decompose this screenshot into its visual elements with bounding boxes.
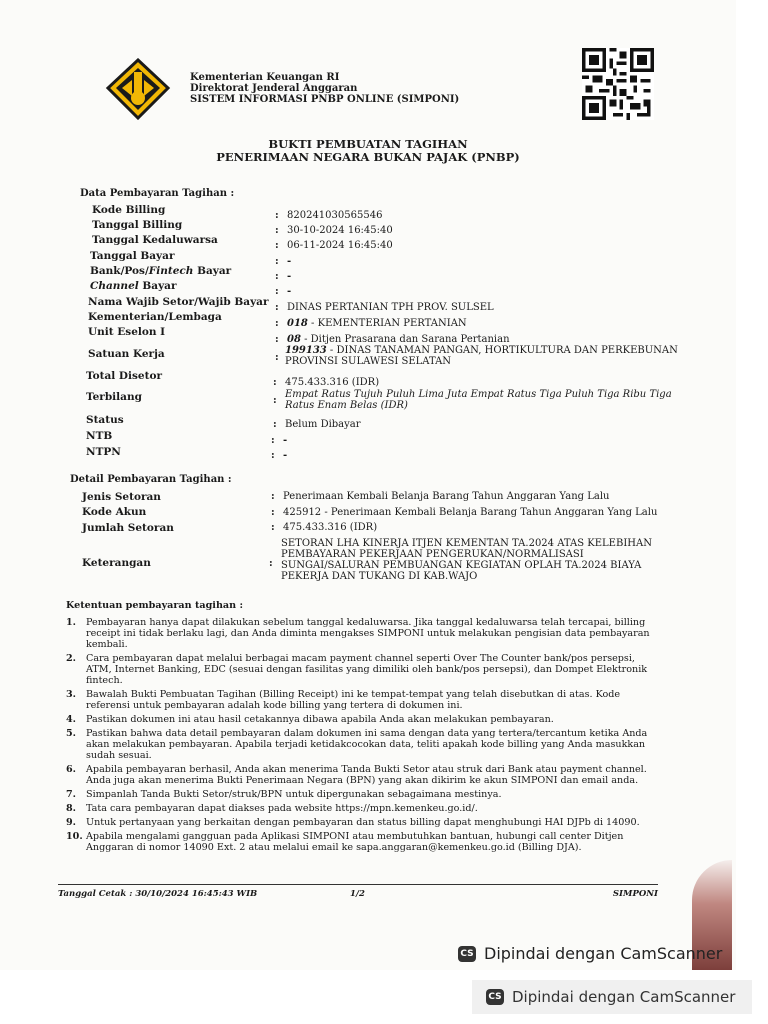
payment-terms xyxy=(66,600,656,856)
list-item: 1. Pembayaran hanya dapat dilakukan sebelum tanggal kedaluwarsa. Jika tanggal kedaluwarsa telah tercapai, billing receipt ini tidak berlaku lagi, dan Anda diminta mengakses SIMPONI untuk melakukan pengisian data pembayaran kembali. xyxy=(66,617,650,650)
qr-code-icon xyxy=(580,48,656,120)
kode-akun-label: Kode Akun xyxy=(82,506,147,518)
list-item: 3. Bawalah Bukti Pembuatan Tagihan (Billing Receipt) ini ke tempat-tempat yang telah disebutkan di atas. Kode referensi untuk pembayaran adalah kode billing yang tertera di dokumen ini. xyxy=(66,689,621,711)
terbilang-value: Empat Ratus Tujuh Puluh Lima Juta Empat Ratus Tiga Puluh Tiga Ribu Tiga Ratus Enam Belas (IDR) xyxy=(285,389,672,411)
tanggal-bayar-label: Tanggal Bayar xyxy=(90,250,175,262)
nama-wajib-value: DINAS PERTANIAN TPH PROV. SULSEL xyxy=(287,302,494,313)
tanggal-kedaluwarsa-label: Tanggal Kedaluwarsa xyxy=(92,234,218,246)
list-item: 2. Cara pembayaran dapat melalui berbagai macam payment channel seperti Over The Counter bank/pos persepsi, ATM, Internet Banking, EDC (sesuai dengan fasilitas yang dimiliki oleh bank/pos persepsi), dan Dompet Elektronik fintech. xyxy=(66,653,648,686)
agency-name: Kementerian Keuangan RI xyxy=(190,72,340,83)
keterangan-value: SETORAN LHA KINERJA ITJEN KEMENTAN TA.2024 ATAS KELEBIHAN PEMBAYARAN PEKERJAAN PENGERUKAN/NORMALISASI SUNGAI/SALURAN PEMBUANGAN KEGIATAN OPLAH TA.2024 BIAYA PEKERJA DAN TUKANG DI KAB.WAJO xyxy=(281,538,652,582)
payment-data-heading: Data Pembayaran Tagihan : xyxy=(80,188,235,199)
list-item: 9. Untuk pertanyaan yang berkaitan dengan pembayaran dan status billing dapat menghubungi HAI DJPb di 14090. xyxy=(66,817,640,828)
camscanner-icon: CS xyxy=(458,946,476,962)
total-disetor-label: Total Disetor xyxy=(86,370,162,382)
kementerian-label: Kementerian/Lembaga xyxy=(88,311,222,323)
camscanner-watermark xyxy=(458,944,722,963)
ntb-value: - xyxy=(283,435,288,446)
unit-eselon-label: Unit Eselon I xyxy=(88,326,166,338)
terms-heading: Ketentuan pembayaran tagihan : xyxy=(66,600,243,611)
channel-bayar-label: Channel Bayar xyxy=(90,280,177,292)
payment-detail-heading: Detail Pembayaran Tagihan : xyxy=(70,474,232,485)
list-item: 5. Pastikan bahwa data detail pembayaran dalam dokumen ini sama dengan data yang tertera/tercantum ketika Anda akan melakukan pembayaran. Apabila terjadi ketidakcocokan data, teliti apakah kode billing yang Anda masukkan sudah sesuai. xyxy=(66,728,648,761)
document-footer xyxy=(58,884,658,899)
bank-bayar-value: - xyxy=(287,271,292,282)
directorate-name: Direktorat Jenderal Anggaran xyxy=(190,83,358,94)
camscanner-icon: CS xyxy=(486,989,504,1005)
jumlah-setoran-value: 475.433.316 (IDR) xyxy=(283,522,378,533)
document-title xyxy=(0,138,736,164)
unit-eselon-value: 08 - Ditjen Prasarana dan Sarana Pertanian xyxy=(287,334,510,345)
satuan-kerja-label: Satuan Kerja xyxy=(88,348,165,360)
channel-bayar-value: - xyxy=(287,286,292,297)
agency-block xyxy=(190,72,459,105)
kemenkeu-logo-icon xyxy=(104,58,172,120)
kode-akun-value: 425912 - Penerimaan Kembali Belanja Barang Tahun Anggaran Yang Lalu xyxy=(283,507,658,518)
title-line-2: PENERIMAAN NEGARA BUKAN PAJAK (PNBP) xyxy=(216,150,520,164)
kode-billing-value: 820241030565546 xyxy=(287,210,383,221)
list-item: 4. Pastikan dokumen ini atau hasil cetakannya dibawa apabila Anda akan melakukan pembayaran. xyxy=(66,714,554,725)
status-label: Status xyxy=(86,414,124,426)
keterangan-label: Keterangan xyxy=(82,557,151,569)
list-item: 10. Apabila mengalami gangguan pada Aplikasi SIMPONI atau membutuhkan bantuan, hubungi call center Ditjen Anggaran di nomor 14090 Ext. 2 atau melalui email ke sapa.anggaran@kemenkeu.go.id (Billing DJA). xyxy=(66,831,624,853)
tanggal-kedaluwarsa-value: 06-11-2024 16:45:40 xyxy=(287,240,393,251)
ntb-label: NTB xyxy=(86,430,113,442)
title-line-1: BUKTI PEMBUATAN TAGIHAN xyxy=(268,137,468,151)
kementerian-value: 018 - KEMENTERIAN PERTANIAN xyxy=(287,318,467,329)
print-date: Tanggal Cetak : 30/10/2024 16:45:43 WIB xyxy=(58,889,258,899)
jenis-setoran-label: Jenis Setoran xyxy=(82,491,161,503)
status-value: Belum Dibayar xyxy=(285,419,361,430)
page-number: 1/2 xyxy=(350,889,365,899)
total-disetor-value: 475.433.316 (IDR) xyxy=(285,377,380,388)
list-item: 6. Apabila pembayaran berhasil, Anda akan menerima Tanda Bukti Setor atau struk dari Bank atau payment channel. Anda juga akan menerima Bukti Penerimaan Negara (BPN) yang akan dikirim ke akun SIMPONI dan email anda. xyxy=(66,764,647,786)
kode-billing-label: Kode Billing xyxy=(92,204,166,216)
tanggal-bayar-value: - xyxy=(287,256,292,267)
list-item: 8. Tata cara pembayaran dapat diakses pada website https://mpn.kemenkeu.go.id/. xyxy=(66,803,478,814)
nama-wajib-label: Nama Wajib Setor/Wajib Bayar xyxy=(88,296,269,308)
watermark-text: Dipindai dengan CamScanner xyxy=(484,944,723,963)
tanggal-billing-label: Tanggal Billing xyxy=(92,219,183,231)
terbilang-label: Terbilang xyxy=(86,391,142,403)
ntpn-value: - xyxy=(283,450,288,461)
bank-bayar-label: Bank/Pos/Fintech Bayar xyxy=(90,265,232,277)
jenis-setoran-value: Penerimaan Kembali Belanja Barang Tahun Anggaran Yang Lalu xyxy=(283,491,610,502)
camscanner-banner xyxy=(472,980,752,1014)
system-name: SISTEM INFORMASI PNBP ONLINE (SIMPONI) xyxy=(190,94,460,105)
jumlah-setoran-label: Jumlah Setoran xyxy=(82,522,174,534)
satuan-kerja-value: 199133 - DINAS TANAMAN PANGAN, HORTIKULTURA DAN PERKEBUNAN PROVINSI SULAWESI SELATAN xyxy=(285,345,678,367)
ntpn-label: NTPN xyxy=(86,446,121,458)
tanggal-billing-value: 30-10-2024 16:45:40 xyxy=(287,225,393,236)
app-name: SIMPONI xyxy=(612,889,658,899)
banner-text: Dipindai dengan CamScanner xyxy=(512,988,736,1006)
list-item: 7. Simpanlah Tanda Bukti Setor/struk/BPN untuk dipergunakan sebagaimana mestinya. xyxy=(66,789,502,800)
